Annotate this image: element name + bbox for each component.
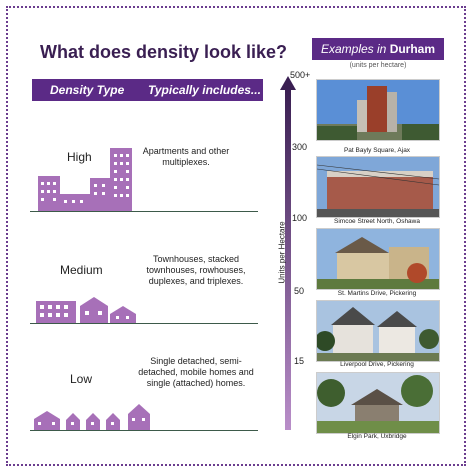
axis-title: Units per Hectare: [277, 221, 287, 284]
caption-elgin-park: Elgin Park, Uxbridge: [347, 433, 407, 440]
header-typically-includes: Typically includes...: [148, 83, 261, 97]
caption-st-martins: St. Martins Drive, Pickering: [337, 290, 417, 297]
axis-tick-100: 100: [292, 213, 308, 223]
photo-elgin-park: [316, 372, 440, 434]
photo-simcoe-street: [316, 156, 440, 218]
ground-line-low: [30, 430, 258, 431]
ground-line-high: [30, 211, 258, 212]
examples-banner: [312, 38, 444, 60]
examples-banner-italic: Examples in: [320, 42, 387, 56]
row-desc-low: Single detached, semi-detached, mobile homes and single (attached) homes.: [138, 356, 254, 388]
axis-tick-50: 50: [294, 286, 305, 296]
photo-pat-bayly: [316, 79, 440, 141]
axis-tick-300: 300: [292, 142, 308, 152]
row-desc-medium: Townhouses, stacked townhouses, rowhouses, duplexes, and triplexes.: [146, 254, 246, 286]
row-label-low: Low: [70, 372, 93, 386]
caption-liverpool-drive: Liverpool Drive, Pickering: [340, 361, 414, 368]
header-density-type: Density Type: [50, 83, 125, 97]
axis-tick-15: 15: [294, 356, 305, 366]
caption-simcoe-street: Simcoe Street North, Oshawa: [334, 218, 420, 225]
table-header: [32, 79, 263, 101]
photo-st-martins: [316, 228, 440, 290]
axis-tick-500: 500+: [290, 70, 311, 80]
row-label-high: High: [67, 150, 92, 164]
photo-liverpool-drive: [316, 300, 440, 362]
ground-line-medium: [30, 323, 258, 324]
caption-pat-bayly: Pat Bayly Square, Ajax: [343, 147, 411, 154]
page-title: What does density look like?: [40, 42, 288, 62]
examples-banner-bold: Durham: [389, 42, 436, 56]
row-desc-high: Apartments and other multiplexes.: [142, 146, 230, 167]
row-label-medium: Medium: [60, 263, 103, 277]
examples-subtitle: (units per hectare): [349, 62, 407, 69]
